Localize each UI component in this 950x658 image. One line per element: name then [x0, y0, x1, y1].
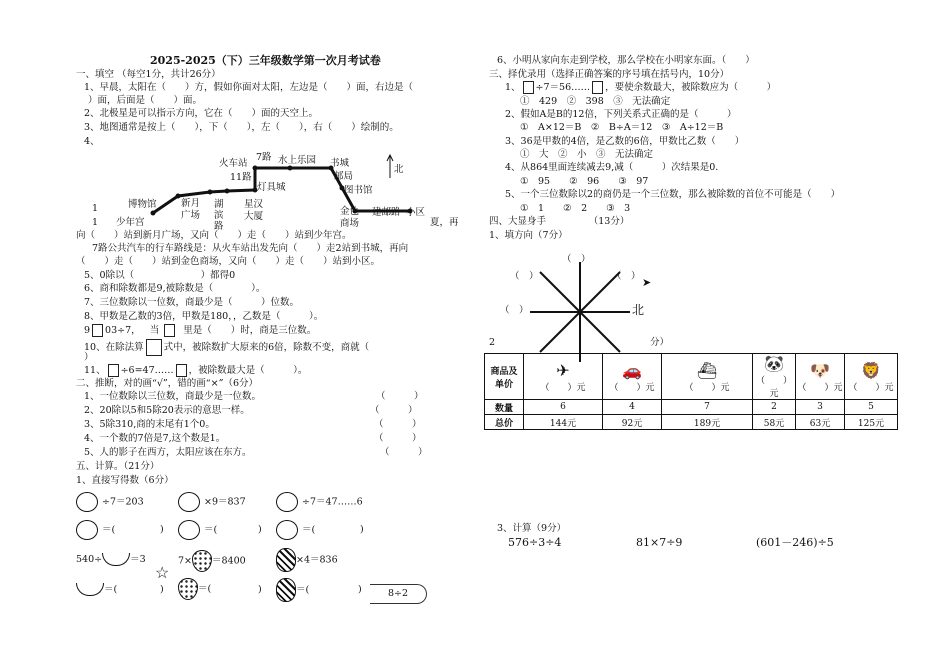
- header-line1: 商品及: [490, 366, 518, 377]
- calc-row2b: [178, 520, 217, 541]
- calc-row1b: [178, 492, 246, 513]
- calc-box-8div2: 8÷2: [370, 584, 427, 604]
- calc-row1c: [276, 492, 363, 513]
- map-station-xinghan: 星汉: [244, 199, 264, 210]
- compass-nw-paren: （ ）: [510, 271, 539, 282]
- total-cell: 58元: [753, 415, 796, 430]
- judge-2: 2、20除以5和5除20表示的意思一样。: [84, 405, 250, 416]
- pineapple-icon: [276, 578, 296, 602]
- map-station-youju: 邮局: [334, 171, 354, 182]
- fill-q4c: 7路公共汽车的行车路线是：从火车站出发先向（ ）走2站到书城，再向: [92, 243, 409, 254]
- map-station-shaonian: 少年宫: [116, 217, 145, 228]
- calc-7b: ＝3: [130, 554, 146, 565]
- map-station-dasha: 大厦: [244, 211, 264, 222]
- apple-icon: [76, 520, 98, 540]
- judge-3: 3、5除310,商的末尾有1个0。: [84, 419, 215, 430]
- q11-start: 11、: [84, 365, 106, 376]
- calc-8b: ＝8400: [212, 555, 246, 567]
- calc-row4b-close: ): [258, 584, 262, 595]
- total-cell: 125元: [845, 415, 898, 430]
- judge-4: 4、一个数的7倍是7,这个数是1。: [84, 433, 226, 444]
- total-cell: 144元: [524, 415, 603, 430]
- fill-q4d: （ ）走（ ）站到金色商场，又向（ ）走（ ）站到小区。: [76, 256, 381, 267]
- price-panda: （ ）元: [755, 376, 792, 399]
- section5-sub1: 1、直接写得数（6分）: [76, 475, 174, 486]
- calc-row4c: [276, 578, 309, 602]
- total-cell: 189元: [662, 415, 753, 430]
- strawberry-icon: [192, 550, 212, 572]
- section3-title: 三、择优录用（选择正确答案的序号填在括号内，10分）: [489, 69, 730, 80]
- map-road-jianyou: 建邮路: [372, 207, 401, 218]
- calc-3: ÷7＝47……6: [302, 496, 363, 508]
- banana-icon: [102, 553, 130, 566]
- calc-8a: 7×: [178, 555, 193, 567]
- blank-box: [523, 81, 534, 94]
- map-station-tushuguan: 图书馆: [344, 185, 373, 196]
- qty-cell: 2: [753, 400, 796, 415]
- fill-q10: [84, 339, 369, 356]
- map-num-1b: 1: [92, 217, 99, 228]
- choice-2: 2、假如A是B的12倍，下列关系式正确的是（ ）: [505, 109, 737, 120]
- goods-lion-cell: [845, 354, 898, 400]
- fill-q7: 7、三位数除以一位数，商最少是（ ）位数。: [84, 297, 300, 308]
- q9-rest: 里是（ ）时，商是三位数。: [183, 325, 317, 336]
- peach-icon: [276, 492, 298, 512]
- choice-5-options: ① 1 ② 2 ③ 3: [520, 203, 631, 214]
- map-num-1a: 1: [92, 203, 99, 214]
- calc-row2c: [276, 520, 315, 541]
- qty-cell: 4: [603, 400, 662, 415]
- q9-when: 当: [149, 325, 160, 336]
- calc-4: ＝(: [102, 524, 116, 536]
- q9-expr: 03÷7，: [105, 325, 141, 336]
- pear-icon: [178, 492, 200, 512]
- price-dog: （ ）元: [797, 382, 843, 393]
- fill-q10c: ）: [84, 352, 94, 363]
- blank-box: [592, 81, 603, 94]
- compass-north-label: 北: [632, 303, 645, 317]
- calc-12: ＝(: [296, 584, 310, 596]
- fill-q2: 2、北极星是可以指示方向，它在（ ）面的天空上。: [84, 108, 319, 119]
- goods-car-cell: [603, 354, 662, 400]
- section4-sub2: 2: [489, 337, 496, 348]
- star-icon: ☆: [155, 563, 170, 582]
- plane-icon: ✈: [556, 360, 570, 380]
- judge-5: 5、人的影子在西方，太阳应该在东方。: [84, 447, 252, 458]
- calc-row2b-close: ): [258, 524, 262, 535]
- q10-start: 10、在除法算: [84, 342, 144, 353]
- map-lake-bin: 滨: [214, 210, 224, 221]
- section1-title: 一、填空 （每空1分，共计26分）: [76, 69, 221, 80]
- map-route-7: 7路: [256, 152, 272, 163]
- q10-middle: 式中，被除数扩大原来的6倍，除数不变，商就（: [163, 342, 370, 353]
- fill-q11: [84, 364, 307, 377]
- choice-4-options: ① 95 ② 96 ③ 97: [520, 176, 649, 187]
- q11-rest: ，被除数最大是（ ）。: [188, 365, 308, 376]
- fill-q5: 5、0除以（ ）都得0: [84, 270, 236, 281]
- calc-row2a-close: ): [160, 524, 164, 535]
- map-station-jinse: 金色: [340, 206, 360, 217]
- blank-box: [176, 364, 187, 377]
- section2-title: 二、推断，对的画“√”，错的画“×”（6分）: [76, 378, 258, 389]
- map-lake-hu: 湖: [214, 199, 224, 210]
- map-north-label: 北: [394, 164, 404, 175]
- goods-ship-cell: [662, 354, 753, 400]
- goods-dog-cell: [796, 354, 845, 400]
- row-label-total: 总价: [485, 415, 524, 430]
- calc-row4b: [178, 578, 211, 601]
- pear-icon: [178, 520, 200, 540]
- section5-title: 五、计算。（21分）: [76, 461, 160, 472]
- choice-4: 4、从864里面连续减去9,减（ ）次结果是0.: [505, 162, 719, 173]
- choice-1-options: ① 429 ② 398 ③ 无法确定: [520, 96, 671, 107]
- blank-box: [108, 364, 119, 377]
- calc-10: ＝(: [104, 584, 118, 595]
- cursor-arrow-icon: ➤: [642, 276, 652, 289]
- choice-1-num: 1、: [505, 82, 521, 93]
- calc-expr-2: 81×7÷9: [636, 536, 683, 549]
- fill-q6: 6、商和除数都是9,被除数是（ ）。: [84, 283, 266, 294]
- section4-title: 四、大显身手 （13分）: [489, 216, 630, 227]
- judge-2-paren: （ ）: [370, 405, 418, 416]
- calc-row4c-close: ): [358, 584, 362, 595]
- fill-q8: 8、甲数是乙数的3倍，甲数是180，，乙数是（ ）。: [84, 311, 324, 322]
- total-cell: 92元: [603, 415, 662, 430]
- row-label-qty: 数量: [485, 400, 524, 415]
- price-ship: （ ）元: [684, 382, 730, 393]
- banana-icon: [76, 583, 104, 596]
- goods-panda-cell: [753, 354, 796, 400]
- map-station-bowuguan: 博物馆: [128, 199, 157, 210]
- map-station-shangchang: 商场: [340, 218, 360, 229]
- peach-icon: [276, 520, 298, 540]
- table-header-goods: [485, 354, 524, 400]
- apple-icon: [76, 492, 98, 512]
- choice-3-options: ① 大 ② 小 ③ 无法确定: [520, 149, 654, 160]
- q9-digit: 9: [84, 325, 91, 336]
- judge-1-paren: （ ）: [376, 391, 424, 402]
- calc-row2a: [76, 520, 115, 541]
- calc-row3c: [276, 548, 338, 572]
- goods-plane-cell: [524, 354, 603, 400]
- map-station-huochezhan: 火车站: [219, 158, 248, 169]
- fill-q4b: 向（ ）站到新月广场，又向（ ）走（ ）站到少年宫。: [76, 230, 352, 241]
- qty-cell: 6: [524, 400, 603, 415]
- calc-expr-3: (601－246)÷5: [756, 536, 834, 549]
- q11-expr: ÷6=47……: [120, 365, 174, 376]
- calc-row2c-close: ): [360, 524, 364, 535]
- ship-icon: ⛴: [696, 360, 718, 380]
- blank-box: [146, 339, 162, 356]
- qty-cell: 3: [796, 400, 845, 415]
- calc-7a: 540÷: [76, 554, 103, 565]
- car-icon: 🚗: [622, 360, 642, 380]
- fill-q9: [84, 324, 316, 337]
- section4-sub1: 1、填方向（7分）: [489, 230, 568, 241]
- section4-sub3: 3、计算（9分）: [497, 523, 567, 534]
- calc-row4a: [76, 580, 117, 600]
- judge-1: 1、一位数除以三位数，商最少是一位数。: [84, 391, 262, 402]
- calc-6: ＝(: [302, 524, 316, 536]
- blank-box: [164, 324, 175, 337]
- section4-sub2-end: 分）: [650, 337, 670, 348]
- dog-icon: 🐶: [810, 360, 830, 380]
- calc-5: ＝(: [204, 524, 218, 536]
- compass-ne-paren: （ ）: [612, 271, 641, 282]
- choice-1: [505, 81, 776, 94]
- judge-6: 6、小明从家向东走到学校，那么学校在小明家东面。（ ）: [497, 55, 755, 66]
- map-lake-lu: 路: [214, 221, 224, 232]
- calc-row1a: [76, 492, 144, 513]
- total-cell: 63元: [796, 415, 845, 430]
- fill-q1b: ）面，后面是（ ）面。: [88, 95, 203, 106]
- choice-1-expr: ÷7＝56……: [535, 82, 591, 93]
- calc-expr-1: 576÷3÷4: [508, 536, 562, 549]
- compass-n-paren: （ ）: [562, 254, 591, 265]
- judge-3-paren: （ ）: [374, 419, 422, 430]
- map-station-shucheng: 书城: [330, 158, 350, 169]
- map-station-dengguang: 灯具城: [257, 182, 286, 193]
- strawberry-icon: [178, 578, 198, 600]
- calc-11: ＝(: [198, 583, 212, 595]
- exam-title: 2025-2025（下）三年级数学第一次月考试卷: [150, 54, 381, 67]
- map-station-xinyue: 新月: [181, 198, 201, 209]
- map-route-11: 11路: [230, 172, 252, 183]
- calc-2: ×9＝837: [204, 496, 246, 508]
- calc-1: ÷7＝203: [102, 496, 144, 508]
- header-line2: 单价: [494, 379, 513, 390]
- price-plane: （ ）元: [540, 382, 586, 393]
- choice-1-rest: ，要使余数最大，被除数应为（ ）: [605, 82, 777, 93]
- compass-w-paren: （ ）: [500, 305, 529, 316]
- judge-5-paren: （ ）: [380, 447, 428, 458]
- calc-row3a: [76, 550, 146, 570]
- fill-q1a: 1、早晨，太阳在（ ）方，假如你面对太阳，左边是（ ）面，右边是（: [84, 82, 414, 93]
- lion-icon: 🦁: [861, 360, 881, 380]
- calc-row4a-close: ): [160, 584, 164, 595]
- choice-3: 3、36是甲数的4倍，是乙数的6倍，甲数比乙数（ ）: [505, 136, 745, 147]
- choice-5: 5、一个三位数除以2的商仍是一个三位数，那么被除数的首位不可能是（ ）: [505, 189, 841, 200]
- price-lion: （ ）元: [848, 382, 894, 393]
- calc-9: ×4＝836: [296, 554, 338, 566]
- pineapple-icon: [276, 548, 296, 572]
- map-station-guangchang: 广场: [181, 210, 201, 221]
- blank-box: [92, 324, 103, 337]
- qty-cell: 5: [845, 400, 898, 415]
- price-table: [484, 353, 898, 430]
- fill-q3: 3、地图通常是按上（ ），下（ ），左（ ），右（ ）绘制的。: [84, 122, 399, 133]
- calc-row3b: [178, 550, 246, 572]
- map-station-shuishang: 水上乐园: [278, 155, 317, 166]
- fill-q4a-tail: 夏，再: [430, 217, 459, 228]
- qty-cell: 7: [662, 400, 753, 415]
- choice-2-options: ① A×12＝B ② B÷A＝12 ③ A÷12＝B: [520, 122, 724, 133]
- fill-q4: 4、: [84, 136, 100, 147]
- map-station-xiaoqu: 小区: [406, 207, 426, 218]
- price-car: （ ）元: [609, 382, 655, 393]
- panda-icon: 🐼: [764, 354, 784, 373]
- judge-4-paren: （ ）: [374, 433, 422, 444]
